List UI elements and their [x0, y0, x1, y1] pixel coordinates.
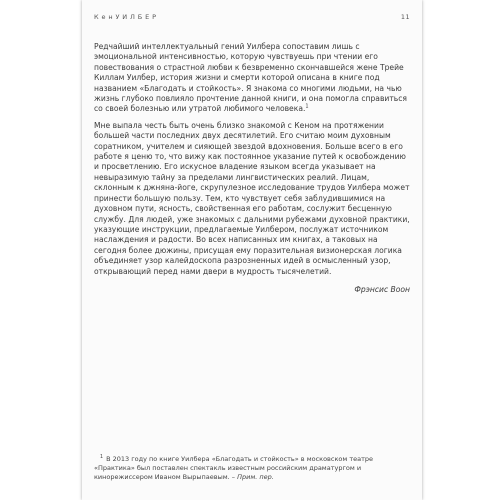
footnote-note: Прим. пер. — [237, 473, 274, 481]
page-number: 11 — [400, 13, 410, 21]
footnote — [94, 455, 410, 482]
signature: Фрэнсис Воон — [354, 284, 410, 294]
paragraph-2: Мне выпала честь быть очень близко знакомой с Кеном на протяжении большей части последних двух десятилетий. Его считаю моим духовным соратником, учителем и сияющей звездой вдохновения. Больше всего в его работе я ценю то, что вижу как постоянное указание путей к освобождению и просветлению. Его искусное владение языком всегда указывает на невыразимую тайну за пределами лингвистических реалий. Лицам, склонным к джняна-йоге, скрупулезное исследование трудов Уилбера может принести большую пользу. Тем, кто чувствует себя заблудившимися на духовном пути, ясность, свойственная его работам, сослужит бесценную службу. Для людей, уже знакомых с дальними рубежами духовной практики, указующие инструкции, предлагаемые Уилбером, послужат источником наслаждения и радости. Во всех написанных им книгах, а таковых на сегодня более дюжины, присущая ему поразительная визионерская логика объединяет узор калейдоскопа разрозненных идей в осмысленный узор, открывающий перед нами двери в мудрость тысячелетий. — [94, 120, 410, 276]
footnote-mark: 1 — [100, 454, 104, 460]
running-head-author: К е н У И Л Б Е Р — [94, 13, 157, 21]
footnote-text: В 2013 году по книге Уилбера «Благодать и стойкость» в московском театре «Практика» был поставлен спектакль известным российским драматургом и кинорежиссером Иваном Вырыпаевым. – — [94, 455, 374, 481]
running-head — [94, 11, 410, 25]
paragraph-1-text: Редчайший интеллектуальный гений Уилбера сопоставим лишь с эмоциональной интенсивностью, которую чувствуешь при чтении его повествования о страстной любви к безвременно скончавшейся жене Трейе Киллам Уилбер, история жизни и смерти которой описана в книге под названием «Благодать и стойкость». Я знакома со многими людьми, на чью жизнь глубоко повлияло прочтение данной книги, и она помогла справиться со своей болезнью или утратой любимого человека. — [94, 42, 407, 114]
footnote-reference: 1 — [305, 103, 309, 110]
book-page — [82, 0, 422, 500]
paragraph-1 — [94, 42, 410, 115]
page-body — [94, 42, 410, 295]
